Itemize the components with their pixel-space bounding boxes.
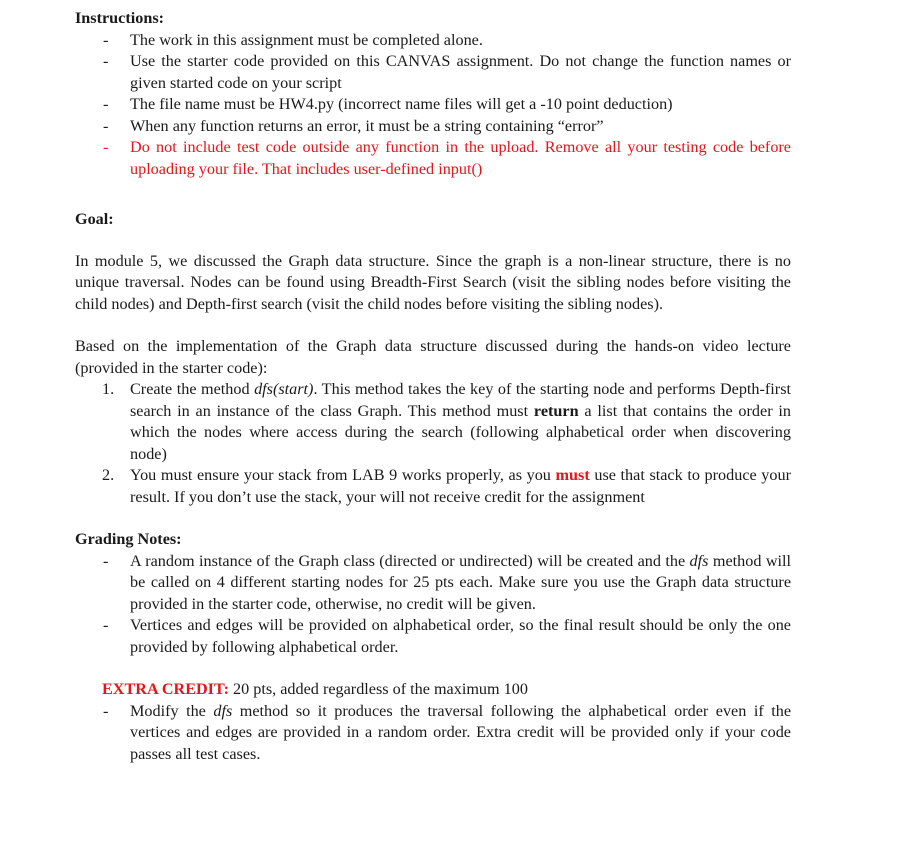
goal-paragraph: In module 5, we discussed the Graph data structure. Since the graph is a non-linear structure, there is no unique traversal. Nodes can be found using Breadth-First Search (visit the sibling nodes before visiting the child nodes) and Depth-first search (visit the child nodes before visiting the sibling nodes). — [75, 251, 791, 313]
grading-item — [75, 615, 791, 658]
goal-paragraph: Based on the implementation of the Graph data structure discussed during the hands-on video lecture (provided in the starter code): — [75, 337, 791, 377]
grading-text: A random instance of the Graph class (directed or undirected) will be created and the — [130, 551, 690, 570]
extra-credit-item-text: Modify the — [130, 701, 214, 720]
bullet-dash: - — [103, 701, 109, 720]
method-name: dfs — [213, 701, 233, 720]
instruction-text: The file name must be HW4.py (incorrect name files will get a -10 point deduction) — [130, 95, 673, 113]
extra-credit-text: 20 pts, added regardless of the maximum 100 — [228, 680, 528, 698]
grading-text: Vertices and edges will be provided on alphabetical order, so the final result should be only the one provided by following alphabetical order. — [130, 616, 791, 656]
bullet-dash: - — [103, 30, 109, 49]
grading-list — [75, 551, 791, 659]
emphasis-return: return — [533, 401, 579, 420]
grading-text: method will be called on 4 different starting nodes for 25 pts each. Make sure you use the Graph data structure provided in the starter code, otherwise, no credit will be given. — [130, 551, 791, 613]
emphasis-must: must — [555, 466, 590, 484]
instruction-item — [75, 94, 791, 116]
instruction-text: Do not include test code outside any function in the upload. Remove all your testing code before uploading your file. That includes user-defined input() — [130, 138, 791, 178]
extra-credit-line — [75, 679, 791, 701]
extra-credit-label: EXTRA CREDIT: — [102, 680, 229, 698]
bullet-dash: - — [103, 52, 109, 70]
goal-steps — [75, 379, 791, 508]
instruction-item — [75, 30, 791, 52]
step-text: a list that contains the order in which the nodes where access during the search (following alphabetical order when discovering node) — [130, 401, 791, 463]
bullet-dash: - — [103, 95, 109, 113]
bullet-dash: - — [103, 551, 109, 570]
step-text: Create the method — [130, 380, 255, 398]
step-number: 1. — [102, 380, 115, 398]
method-name: dfs(start) — [254, 380, 314, 398]
instructions-heading: Instructions: — [75, 9, 165, 27]
goal-step — [75, 379, 791, 465]
instruction-item — [75, 116, 791, 138]
goal-heading: Goal: — [75, 210, 114, 228]
extra-credit-item — [75, 701, 791, 766]
extra-credit-list — [75, 701, 791, 766]
step-text: You must ensure your stack from LAB 9 works properly, as you — [130, 466, 556, 484]
step-text: . This method takes the key of the starting node and performs Depth-first search in an instance of the class Graph. This method must — [130, 380, 791, 420]
grading-item — [75, 551, 791, 616]
grading-heading: Grading Notes: — [75, 530, 182, 548]
instruction-text: When any function returns an error, it must be a string containing “error” — [130, 116, 604, 135]
step-number: 2. — [102, 466, 115, 484]
bullet-dash: - — [103, 138, 109, 156]
instruction-text: Use the starter code provided on this CANVAS assignment. Do not change the function names or given started code on your script — [130, 52, 791, 92]
step-text: use that stack to produce your result. If you don’t use the stack, your will not receive credit for the assignment — [130, 466, 791, 506]
extra-credit-item-text: method so it produces the traversal following the alphabetical order even if the vertices and edges are provided in a random order. Extra credit will be provided only if your code passes all test cases. — [130, 701, 792, 763]
goal-step — [75, 465, 791, 508]
bullet-dash: - — [103, 616, 109, 634]
bullet-dash: - — [103, 116, 109, 135]
method-name: dfs — [689, 551, 709, 570]
instruction-text: The work in this assignment must be completed alone. — [130, 30, 483, 49]
assignment-document — [75, 8, 791, 765]
instruction-item-warning — [75, 137, 791, 180]
instruction-item — [75, 51, 791, 94]
instructions-list — [75, 30, 791, 181]
